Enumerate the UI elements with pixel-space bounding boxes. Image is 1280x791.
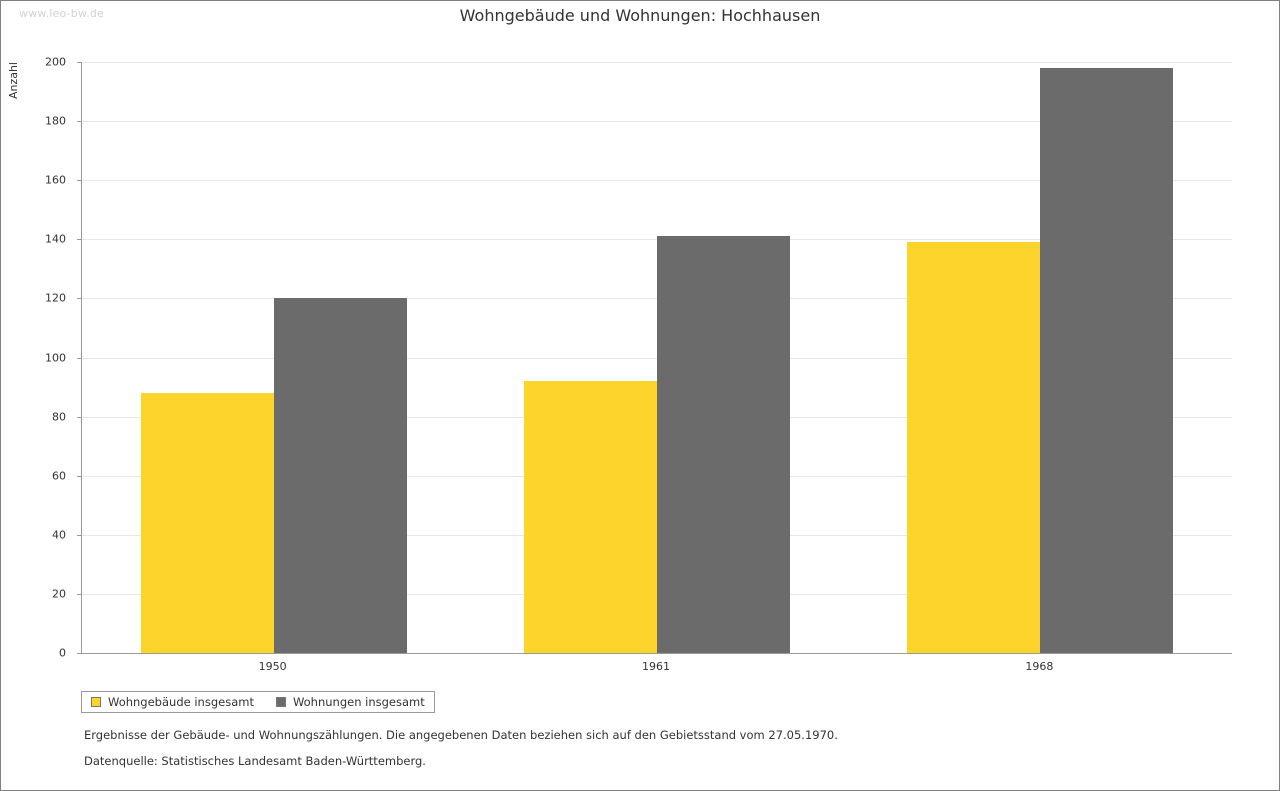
plot-area <box>81 62 1232 654</box>
legend-label: Wohngebäude insgesamt <box>108 695 254 709</box>
y-axis-tick-label: 120 <box>45 291 66 305</box>
y-axis-tick <box>77 476 82 477</box>
y-axis-tick <box>77 298 82 299</box>
y-axis-tick-label: 0 <box>59 646 66 660</box>
y-axis-tick <box>77 653 82 654</box>
y-axis-tick <box>77 62 82 63</box>
chart-legend <box>81 691 435 713</box>
y-axis-tick <box>77 535 82 536</box>
x-axis-tick-label: 1961 <box>642 660 670 673</box>
y-axis-tick-label: 200 <box>45 55 66 69</box>
y-axis-tick-label: 140 <box>45 232 66 246</box>
y-axis-label: Anzahl <box>7 62 20 100</box>
y-axis-tick-label: 80 <box>52 410 66 424</box>
legend-item-wohnungen[interactable] <box>276 695 425 709</box>
y-axis-tick <box>77 180 82 181</box>
y-axis-tick <box>77 358 82 359</box>
y-axis-tick-label: 40 <box>52 528 66 542</box>
footnote-methodology: Ergebnisse der Gebäude- und Wohnungszählungen. Die angegebenen Daten beziehen sich auf den Gebietsstand vom 27.05.1970. <box>84 728 838 742</box>
y-axis-tick-label: 180 <box>45 114 66 128</box>
bar[interactable] <box>1040 68 1173 653</box>
legend-item-wohngebaeude[interactable] <box>91 695 254 709</box>
bar[interactable] <box>274 298 407 653</box>
legend-label: Wohnungen insgesamt <box>292 695 425 709</box>
bar[interactable] <box>141 393 274 653</box>
x-axis-tick-label: 1968 <box>1025 660 1054 673</box>
x-axis-tick-label: 1950 <box>258 660 287 673</box>
y-axis-tick <box>77 594 82 595</box>
legend-swatch-icon <box>91 697 101 707</box>
watermark: www.leo-bw.de <box>19 7 105 20</box>
y-axis-tick-label: 160 <box>45 173 66 187</box>
legend-swatch-icon <box>276 697 286 707</box>
footnote-source: Datenquelle: Statistisches Landesamt Baden-Württemberg. <box>84 754 426 768</box>
y-axis-tick-label: 60 <box>52 469 66 483</box>
y-axis-tick <box>77 121 82 122</box>
y-axis-tick-label: 20 <box>52 587 66 601</box>
gridline <box>82 62 1232 63</box>
bar[interactable] <box>657 236 790 653</box>
bar[interactable] <box>524 381 657 653</box>
y-axis-tick <box>77 239 82 240</box>
y-axis-tick-label: 100 <box>45 351 66 364</box>
bar[interactable] <box>907 242 1040 653</box>
chart-title: Wohngebäude und Wohnungen: Hochhausen <box>459 6 821 25</box>
y-axis-tick <box>77 417 82 418</box>
